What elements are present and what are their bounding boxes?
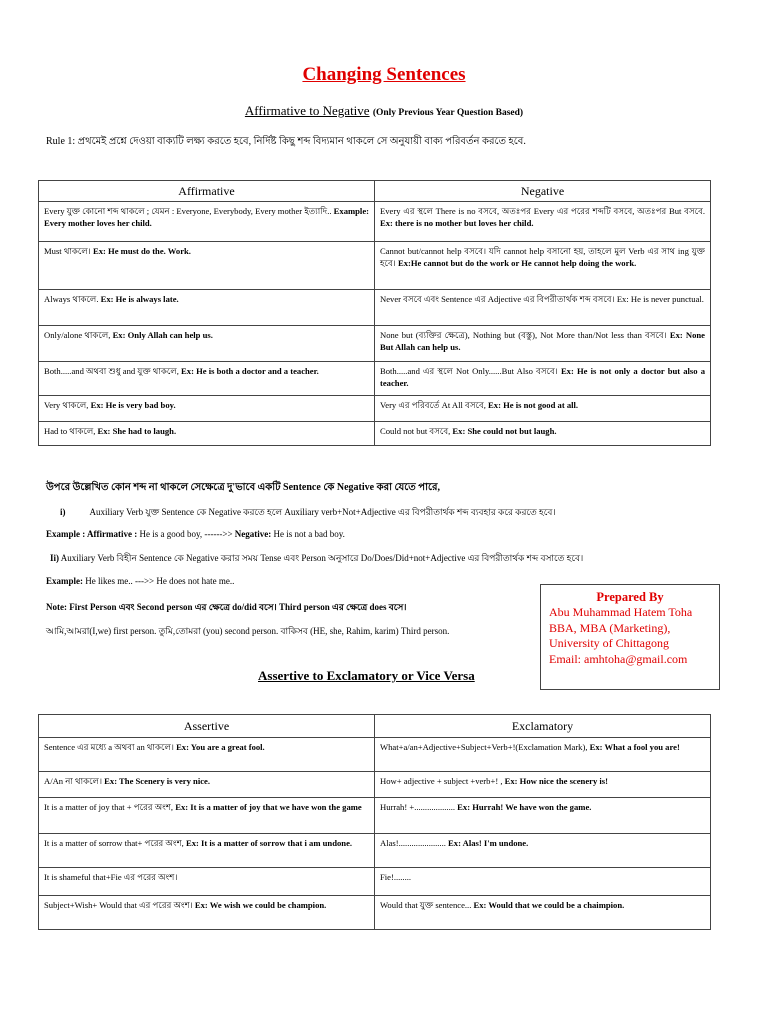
cell-left (39, 202, 375, 242)
cell-example: Ex: Alas! I'm undone. (448, 838, 529, 848)
cell-left (39, 396, 375, 422)
table-row (39, 868, 711, 896)
method-i (60, 505, 556, 520)
cell-right (375, 290, 711, 326)
table-row (39, 834, 711, 868)
method-i-text: Auxiliary Verb যুক্ত Sentence কে Negative করতে হলে Auxiliary verb+Not+Adjective এর বিপরীতার্থক শব্দ ব্যবহার করে করতে হবে। (89, 507, 556, 517)
cell-text: Every যুক্ত কোনো শব্দ থাকলে ; যেমন : Everyone, Everybody, Every mother ইত্যাদি.. (44, 206, 332, 216)
table-row (39, 896, 711, 930)
cell-text: A/An না থাকলে। (44, 776, 103, 786)
cell-left (39, 290, 375, 326)
cell-text: Could not but বসবে, (380, 426, 451, 436)
cell-left (39, 772, 375, 798)
cell-left (39, 834, 375, 868)
author-university: University of Chittagong (549, 636, 669, 651)
rule-1-text: Rule 1: প্রথমেই প্রশ্নে দেওয়া বাক্যটি লক্ষ্য করতে হবে, নির্দিষ্ট কিছু শব্দ বিদ্যমান থাকলে সে অনুযায়ী বাক্য পরিবর্তন করতে হবে. (46, 136, 526, 147)
cell-example: Ex: He is not good at all. (488, 400, 579, 410)
cell-left (39, 326, 375, 362)
table-row (39, 362, 711, 396)
table-row (39, 202, 711, 242)
cell-example: Ex: He is not only a doctor but also a teacher. (380, 366, 705, 388)
cell-text: It is a matter of sorrow that+ পরের অংশ, (44, 838, 184, 848)
affirmative-negative-table (38, 180, 711, 446)
cell-left (39, 896, 375, 930)
table-row (39, 326, 711, 362)
cell-right (375, 362, 711, 396)
cell-example: Ex: None But Allah can help us. (380, 330, 705, 352)
cell-example: Ex: Only Allah can help us. (112, 330, 213, 340)
cell-text: Had to থাকলে, (44, 426, 96, 436)
cell-right (375, 798, 711, 834)
cell-example: Ex: It is a matter of joy that we have won the game (175, 802, 362, 812)
cell-text: It is a matter of joy that + পরের অংশ, (44, 802, 174, 812)
cell-example: Ex: Hurrah! We have won the game. (457, 802, 592, 812)
cell-text: Only/alone থাকলে, (44, 330, 111, 340)
cell-right (375, 202, 711, 242)
cell-text: Both.....and এর স্থলে Not Only......But Also বসবে। (380, 366, 558, 376)
cell-right (375, 326, 711, 362)
example-2-text: He likes me.. --->> He does not hate me.. (85, 576, 235, 586)
table-row (39, 798, 711, 834)
cell-left (39, 798, 375, 834)
section-heading-assertive-exclamatory: Assertive to Exclamatory or Vice Versa (258, 668, 475, 683)
method-ii-text: Auxiliary Verb বিহীন Sentence কে Negative করার সময় Tense এবং Person অনুসারে Do/Does/Did+not+Adjective এর বিপরীতার্থক শব্দ বসাতে হবে। (60, 553, 584, 563)
method-ii (50, 551, 583, 566)
table-row (39, 396, 711, 422)
cell-example: Ex: You are a great fool. (176, 742, 265, 752)
cell-right (375, 868, 711, 896)
cell-text: How+ adjective + subject +verb+! , (380, 776, 503, 786)
cell-left (39, 868, 375, 896)
example-1-label: Example : Affirmative : (46, 529, 138, 539)
page-title: Changing Sentences (302, 64, 466, 85)
author-name: Abu Muhammad Hatem Toha (549, 605, 693, 620)
table-row (39, 772, 711, 798)
cell-text: Always থাকলে. (44, 294, 99, 304)
example-1-negative-label: Negative: (234, 529, 272, 539)
cell-example: Ex: He must do the. Work. (92, 246, 191, 256)
cell-example: Ex: She could not but laugh. (452, 426, 557, 436)
table-row (39, 290, 711, 326)
cell-text: What+a/an+Adjective+Subject+Verb+!(Exclamation Mark), (380, 742, 588, 752)
note-person-rule: Note: First Person এবং Second person এর ক্ষেত্রে do/did বসে। Third person এর ক্ষেত্রে does বসে। (46, 602, 407, 612)
cell-text: Very থাকলে, (44, 400, 89, 410)
cell-text: Sentence এর মধ্যে a অথবা an থাকলে। (44, 742, 174, 752)
cell-example: Ex: What a fool you are! (589, 742, 680, 752)
cell-text: Both.....and অথবা শুধু and যুক্ত থাকলে, (44, 366, 179, 376)
cell-right (375, 834, 711, 868)
cell-text: Very এর পরিবর্তে At All বসবে, (380, 400, 486, 410)
cell-example: Ex: We wish we could be champion. (194, 900, 327, 910)
cell-right (375, 772, 711, 798)
author-email: Email: amhtoha@gmail.com (549, 652, 688, 667)
assertive-exclamatory-table (38, 714, 711, 930)
cell-example: Ex: The Scenery is very nice. (104, 776, 210, 786)
cell-right (375, 242, 711, 290)
example-1-affirmative: He is a good boy, ------>> (139, 529, 233, 539)
cell-right (375, 422, 711, 446)
cell-example: Ex: He is both a doctor and a teacher. (181, 366, 319, 376)
method-i-label: i) (60, 507, 66, 517)
column-header-exclamatory: Exclamatory (375, 715, 711, 738)
cell-example: Ex: How nice the scenery is! (504, 776, 608, 786)
column-header-assertive: Assertive (39, 715, 375, 738)
cell-text: Would that যুক্ত sentence... (380, 900, 472, 910)
cell-text: Must থাকলে। (44, 246, 91, 256)
example-2 (46, 576, 234, 586)
cell-example: Ex: He is very bad boy. (90, 400, 176, 410)
cell-example: Ex: Would that we could be a chaimpion. (473, 900, 625, 910)
section-heading-affirmative-negative (0, 103, 768, 119)
table-row (39, 242, 711, 290)
subheading-main: Affirmative to Negative (244, 103, 370, 118)
column-header-negative: Negative (375, 181, 711, 202)
cell-left (39, 738, 375, 772)
cell-text: Alas!...................... (380, 838, 446, 848)
cell-text: Fie!........ (380, 872, 412, 882)
example-1 (46, 529, 345, 539)
cell-text: Never বসবে এবং Sentence এর Adjective এর বিপরীতার্থক শব্দ বসবে। Ex: He is never punctual. (380, 294, 704, 304)
cell-example: Ex: He is always late. (100, 294, 179, 304)
table-row (39, 738, 711, 772)
cell-example: Ex: She had to laugh. (97, 426, 177, 436)
cell-right (375, 396, 711, 422)
cell-text: Cannot but/cannot help বসবে। যদি cannot help বসানো হয়, তাহলে মুল Verb এর সাথ ing যুক্ত হবে। (380, 246, 705, 268)
author-degrees: BBA, MBA (Marketing), (549, 620, 671, 635)
cell-text: None but (ব্যক্তির ক্ষেত্রে), Nothing but (বস্তু), Not More than/Not less than বসবে। (380, 330, 667, 340)
example-1-negative: He is not a bad boy. (273, 529, 345, 539)
cell-example: Ex:He cannot but do the work or He cannot help doing the work. (397, 257, 637, 268)
persons-explanation: আমি,আমরা(I,we) first person. তুমি,তোমরা (you) second person. বাকিসব (HE, she, Rahim, karim) Third person. (46, 626, 450, 636)
cell-text: Hurrah! +................... (380, 802, 456, 812)
cell-text: It is shameful that+Fie এর পরের অংশ। (44, 872, 178, 882)
subheading-note: (Only Previous Year Question Based) (372, 108, 524, 118)
notes-intro: উপরে উল্লেখিত কোন শব্দ না থাকলে সেক্ষেত্রে দু'ভাবে একটি Sentence কে Negative করা যেতে পারে, (46, 482, 441, 493)
cell-left (39, 422, 375, 446)
table-row (39, 422, 711, 446)
cell-left (39, 242, 375, 290)
cell-text: Every এর স্থলে There is no বসবে, অতঃপর Every এর পরের শব্দটি বসবে, অতঃপর But বসবে. (380, 206, 705, 216)
example-2-label: Example: (46, 576, 83, 586)
column-header-affirmative: Affirmative (39, 181, 375, 202)
method-ii-label: Ii) (50, 553, 59, 563)
cell-example: Ex: It is a matter of sorrow that i am undone. (185, 838, 353, 848)
cell-example: Ex: there is no mother but loves her child. (380, 217, 534, 228)
cell-text: Subject+Wish+ Would that এর পরের অংশ। (44, 900, 193, 910)
cell-right (375, 738, 711, 772)
prepared-by-heading: Prepared By (596, 590, 664, 604)
cell-left (39, 362, 375, 396)
cell-example: Example: Every mother loves her child. (44, 206, 369, 228)
cell-right (375, 896, 711, 930)
